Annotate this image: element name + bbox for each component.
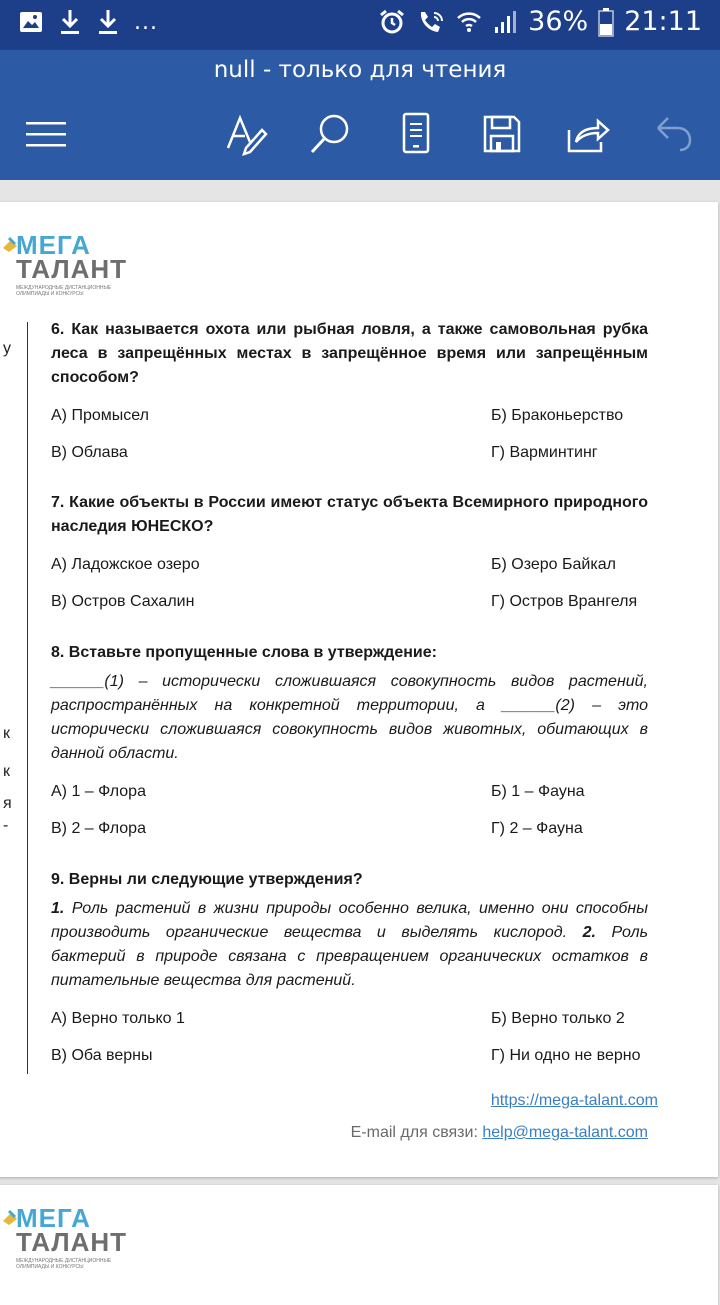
gallery-notification-icon: [18, 9, 44, 35]
status-bar: [0, 0, 720, 50]
menu-button[interactable]: [22, 110, 70, 158]
option-b: Б) Озеро Байкал: [491, 556, 616, 573]
document-title: null - только для чтения: [213, 57, 507, 83]
option-a: А) Верно только 1: [51, 1010, 185, 1027]
logo: [0, 1203, 128, 1273]
undo-icon: [654, 114, 694, 154]
site-url[interactable]: https://mega-talant.com: [490, 1092, 658, 1109]
statement-number-1: 1.: [51, 900, 65, 917]
logo-mega: МЕГА: [16, 1203, 91, 1233]
question-body: ______(1) – исторически сложившаяся совокупность видов растений, распространённых на конкретной территории, а ______(2) – это исторически сложившаяся совокупность видов животных, обитающих в данной области.: [51, 673, 648, 762]
share-icon: [566, 114, 610, 154]
answer-options: [51, 553, 648, 613]
document-viewer[interactable]: [0, 180, 720, 1280]
question-7: [51, 491, 648, 613]
option-b: Б) Верно только 2: [491, 1010, 625, 1027]
clock: 21:11: [624, 6, 702, 37]
battery-icon: [598, 7, 614, 37]
question-text: 6. Как называется охота или рыбная ловля, а также самовольная рубка леса в запрещённых местах в запрещённое время или запрещённым способом?: [51, 321, 648, 386]
question-text: 9. Верны ли следующие утверждения?: [51, 871, 363, 888]
margin-fragment: к: [3, 725, 10, 742]
option-d: Г) Варминтинг: [491, 444, 598, 461]
statement-1: Роль растений в жизни природы особенно велика, именно они способны производить органические вещества и выделять кислород.: [51, 900, 648, 941]
email-line: [351, 1124, 648, 1142]
save-button[interactable]: [478, 110, 526, 158]
option-d: Г) 2 – Фауна: [491, 820, 583, 837]
logo-tagline: МЕЖДУНАРОДНЫЕ ДИСТАНЦИОННЫЕ ОЛИМПИАДЫ И КОНКУРСЫ: [16, 285, 112, 297]
logo: [0, 230, 128, 300]
margin-fragment: -: [3, 817, 9, 834]
question-body: [51, 897, 648, 993]
option-c: В) Оба верны: [51, 1047, 153, 1064]
option-c: В) 2 – Флора: [51, 820, 146, 837]
edit-button[interactable]: [222, 110, 270, 158]
questions-content: [51, 318, 648, 1067]
margin-fragment: у: [3, 340, 11, 357]
question-6: [51, 318, 648, 464]
logo-talant: ТАЛАНТ: [16, 254, 128, 284]
question-text: 8. Вставьте пропущенные слова в утверждение:: [51, 644, 437, 661]
question-9: [51, 868, 648, 1067]
logo-mega: МЕГА: [16, 230, 91, 260]
app-bar: [0, 50, 720, 180]
download-notification-icon: [58, 8, 82, 36]
statement-number-2: 2.: [582, 924, 596, 941]
menu-icon: [24, 119, 68, 149]
option-b: Б) 1 – Фауна: [491, 783, 585, 800]
document-page: [0, 202, 718, 1177]
site-link[interactable]: [351, 1092, 658, 1110]
search-button[interactable]: [306, 110, 354, 158]
share-button[interactable]: [564, 110, 612, 158]
wifi-calling-icon: [416, 8, 446, 36]
question-text: 7. Какие объекты в России имеют статус объекта Всемирного природного наследия ЮНЕСКО?: [51, 494, 648, 535]
logo-talant: ТАЛАНТ: [16, 1227, 128, 1257]
save-icon: [482, 114, 522, 154]
mobile-view-icon: [401, 112, 431, 156]
footer-links: [351, 1092, 658, 1142]
option-d: Г) Остров Врангеля: [491, 593, 638, 610]
battery-percent: 36%: [528, 6, 589, 37]
option-c: В) Облава: [51, 444, 128, 461]
option-c: В) Остров Сахалин: [51, 593, 195, 610]
option-a: А) Промысел: [51, 407, 149, 424]
answer-options: [51, 404, 648, 464]
option-b: Б) Браконьерство: [491, 407, 624, 424]
download-notification-icon-2: [96, 8, 120, 36]
undo-button[interactable]: [650, 110, 698, 158]
option-d: Г) Ни одно не верно: [491, 1047, 641, 1064]
option-a: А) Ладожское озеро: [51, 556, 200, 573]
answer-options: [51, 780, 648, 840]
signal-icon: [492, 9, 518, 35]
more-notifications: ...: [134, 9, 158, 35]
margin-fragment: к: [3, 763, 10, 780]
wifi-icon: [456, 9, 482, 35]
email-label: E-mail для связи:: [350, 1124, 483, 1141]
alarm-icon: [378, 8, 406, 36]
answer-options: [51, 1007, 648, 1067]
column-divider: [27, 322, 28, 1074]
margin-fragment: я: [3, 795, 12, 812]
document-page-2: [0, 1185, 718, 1305]
search-icon: [308, 112, 352, 156]
mobile-view-button[interactable]: [392, 110, 440, 158]
option-a: А) 1 – Флора: [51, 783, 146, 800]
email-link[interactable]: help@mega-talant.com: [482, 1124, 648, 1141]
edit-text-icon: [224, 112, 268, 156]
logo-tagline: МЕЖДУНАРОДНЫЕ ДИСТАНЦИОННЫЕ ОЛИМПИАДЫ И КОНКУРСЫ: [16, 1258, 112, 1270]
question-8: [51, 641, 648, 840]
statement-2: Роль бактерий в природе связана с превращением органических остатков в питательные вещества для растений.: [51, 924, 649, 989]
